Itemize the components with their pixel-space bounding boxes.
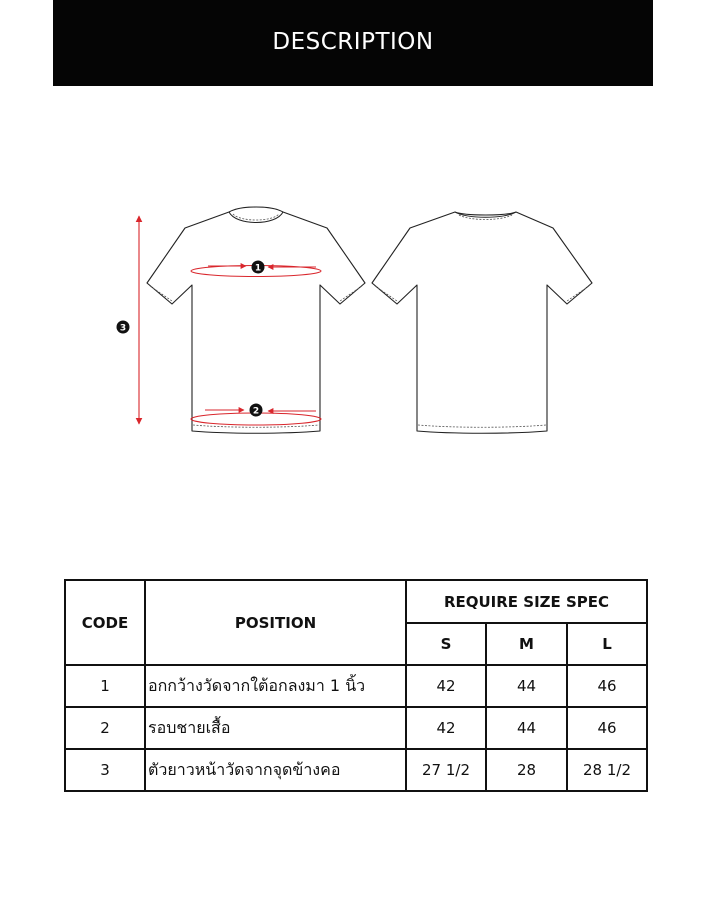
table-row [65,665,647,707]
chest-marker-label: 1 [254,263,262,274]
row-value-m: 44 [486,707,567,749]
hem-marker [250,404,263,417]
row-value-m: 28 [486,749,567,791]
row-value-l: 46 [567,707,647,749]
length-marker [117,321,130,334]
row-code: 1 [65,665,145,707]
row-position: อกกว้างวัดจากใต้อกลงมา 1 นิ้ว [145,665,406,707]
row-value-s: 42 [406,707,486,749]
tshirt-back-outline [372,212,592,433]
position-header: POSITION [145,580,406,665]
row-position: รอบชายเสื้อ [145,707,406,749]
tshirt-front-view [117,207,366,433]
row-value-l: 46 [567,665,647,707]
table-row [65,749,647,791]
tshirt-front-outline [147,207,365,433]
size-header-m: M [486,623,567,665]
hem-marker-label: 2 [252,406,260,417]
chest-marker [252,261,265,274]
row-code: 3 [65,749,145,791]
row-value-m: 44 [486,665,567,707]
tshirt-back-view [372,212,592,433]
size-spec-table [64,579,648,792]
row-code: 2 [65,707,145,749]
size-spec-header: REQUIRE SIZE SPEC [406,580,647,623]
row-value-s: 27 1/2 [406,749,486,791]
row-value-s: 42 [406,665,486,707]
header-title: DESCRIPTION [272,29,434,55]
code-header: CODE [65,580,145,665]
size-header-l: L [567,623,647,665]
table-row [65,707,647,749]
length-marker-label: 3 [119,323,127,334]
row-position: ตัวยาวหน้าวัดจากจุดข้างคอ [145,749,406,791]
size-header-s: S [406,623,486,665]
row-value-l: 28 1/2 [567,749,647,791]
